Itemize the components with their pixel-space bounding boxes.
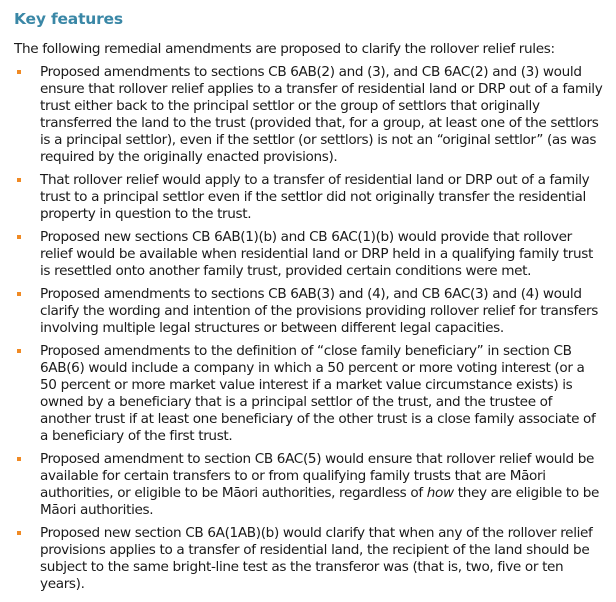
intro-paragraph: The following remedial amendments are proposed to clarify the rollover relief rules: [14, 41, 555, 57]
bullet-square-icon [17, 70, 21, 74]
bullet-square-icon [17, 292, 21, 296]
list-item [14, 64, 604, 166]
list-item-text: That rollover relief would apply to a transfer of residential land or DRP out of a family trust to a principal settlor even if the settlor did not originally transfer the residential property in question to the trust. [40, 172, 590, 222]
emphasis-text: how [426, 485, 454, 501]
list-item-text-part: they are eligible to be Māori authorities. [40, 485, 600, 518]
section-heading: Key features [14, 10, 123, 28]
key-features-list [14, 64, 604, 593]
bullet-square-icon [17, 531, 21, 535]
list-item-text-part: Proposed amendment to section CB 6AC(5) would ensure that rollover relief would be available for certain transfers to or from qualifying family trusts that are Māori authorities, or eligible to be Māori authorities, regardless of [40, 451, 595, 501]
list-item-text: Proposed amendments to the definition of “close family beneficiary” in section CB 6AB(6) would include a company in which a 50 percent or more voting interest (or a 50 percent or more market value interest if a market value circumstance exists) is owned by a beneficiary that is a principal settlor of the trust, and the trustee of another trust if at least one beneficiary of the other trust is a close family associate of a beneficiary of the first trust. [40, 343, 596, 444]
list-item-text: Proposed new sections CB 6AB(1)(b) and CB 6AC(1)(b) would provide that rollover relief would be available when residential land or DRP held in a qualifying family trust is resettled onto another family trust, provided certain conditions were met. [40, 229, 594, 279]
bullet-square-icon [17, 178, 21, 182]
bullet-square-icon [17, 457, 21, 461]
list-item [14, 172, 604, 223]
list-item [14, 343, 604, 445]
list-item [14, 525, 604, 593]
list-item [14, 229, 604, 280]
bullet-square-icon [17, 349, 21, 353]
bullet-square-icon [17, 235, 21, 239]
list-item-text: Proposed amendments to sections CB 6AB(2) and (3), and CB 6AC(2) and (3) would ensure that rollover relief applies to a transfer of residential land or DRP out of a family trust either back to the principal settlor or the group of settlors that originally transferred the land to the trust (provided that, for a group, at least one of the settlors is a principal settlor), even if the settlor (or settlors) is not an “original settlor” (as was required by the originally enacted provisions). [40, 64, 603, 165]
list-item [14, 286, 604, 337]
list-item [14, 451, 604, 519]
list-item-text: Proposed new section CB 6A(1AB)(b) would clarify that when any of the rollover relief provisions applies to a transfer of residential land, the recipient of the land should be subject to the same bright-line test as the transferor was (that is, two, five or ten years). [40, 525, 593, 592]
list-item-text: Proposed amendments to sections CB 6AB(3) and (4), and CB 6AC(3) and (4) would clarify the wording and intention of the provisions providing rollover relief for transfers involving multiple legal structures or between different legal capacities. [40, 286, 598, 336]
list-item-text [40, 451, 599, 518]
